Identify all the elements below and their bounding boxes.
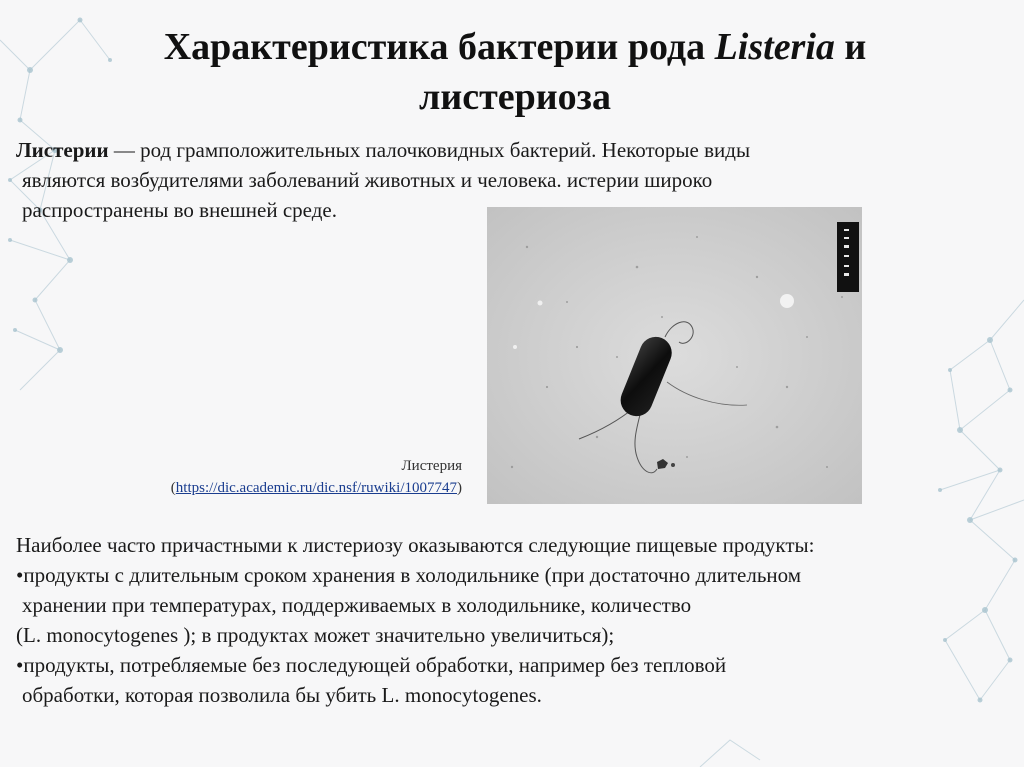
intro-line3: распространены во внешней среде. <box>22 198 337 222</box>
intro-term: Листерии <box>16 138 109 162</box>
foods-item1-line3: (L. monocytogenes ); в продуктах может значительно увеличиться); <box>16 623 615 647</box>
caption-source: (https://dic.academic.ru/dic.nsf/ruwiki/1007747) <box>170 480 462 496</box>
intro-line1: — род грамположительных палочковидных бактерий. Некоторые виды <box>108 138 751 162</box>
source-link[interactable]: https://dic.academic.ru/dic.nsf/ruwiki/1007747 <box>175 480 457 496</box>
title-line2: листериоза <box>419 76 611 118</box>
listeria-micrograph <box>487 207 862 504</box>
foods-item2-line2: обработки, которая позволила бы убить L. monocytogenes. <box>22 683 542 707</box>
title-suffix: и <box>834 26 867 68</box>
caption-title: Листерия <box>401 458 462 474</box>
title-prefix: Характеристика бактерии рода <box>163 26 715 68</box>
foods-item2-line1: •продукты, потребляемые без последующей обработки, например без тепловой <box>16 653 727 677</box>
figure-caption <box>100 455 462 499</box>
foods-paragraph <box>16 530 1006 710</box>
slide-title <box>60 22 970 122</box>
foods-intro: Наиболее часто причастными к листериозу оказываются следующие пищевые продукты: <box>16 533 815 557</box>
foods-item1-line2: хранении при температурах, поддерживаемых в холодильнике, количество <box>22 593 692 617</box>
foods-item1-line1: •продукты с длительным сроком хранения в холодильнике (при достаточно длительном <box>16 563 802 587</box>
intro-line2: являются возбудителями заболеваний животных и человека. истерии широко <box>22 168 713 192</box>
title-genus: Listeria <box>714 26 835 68</box>
